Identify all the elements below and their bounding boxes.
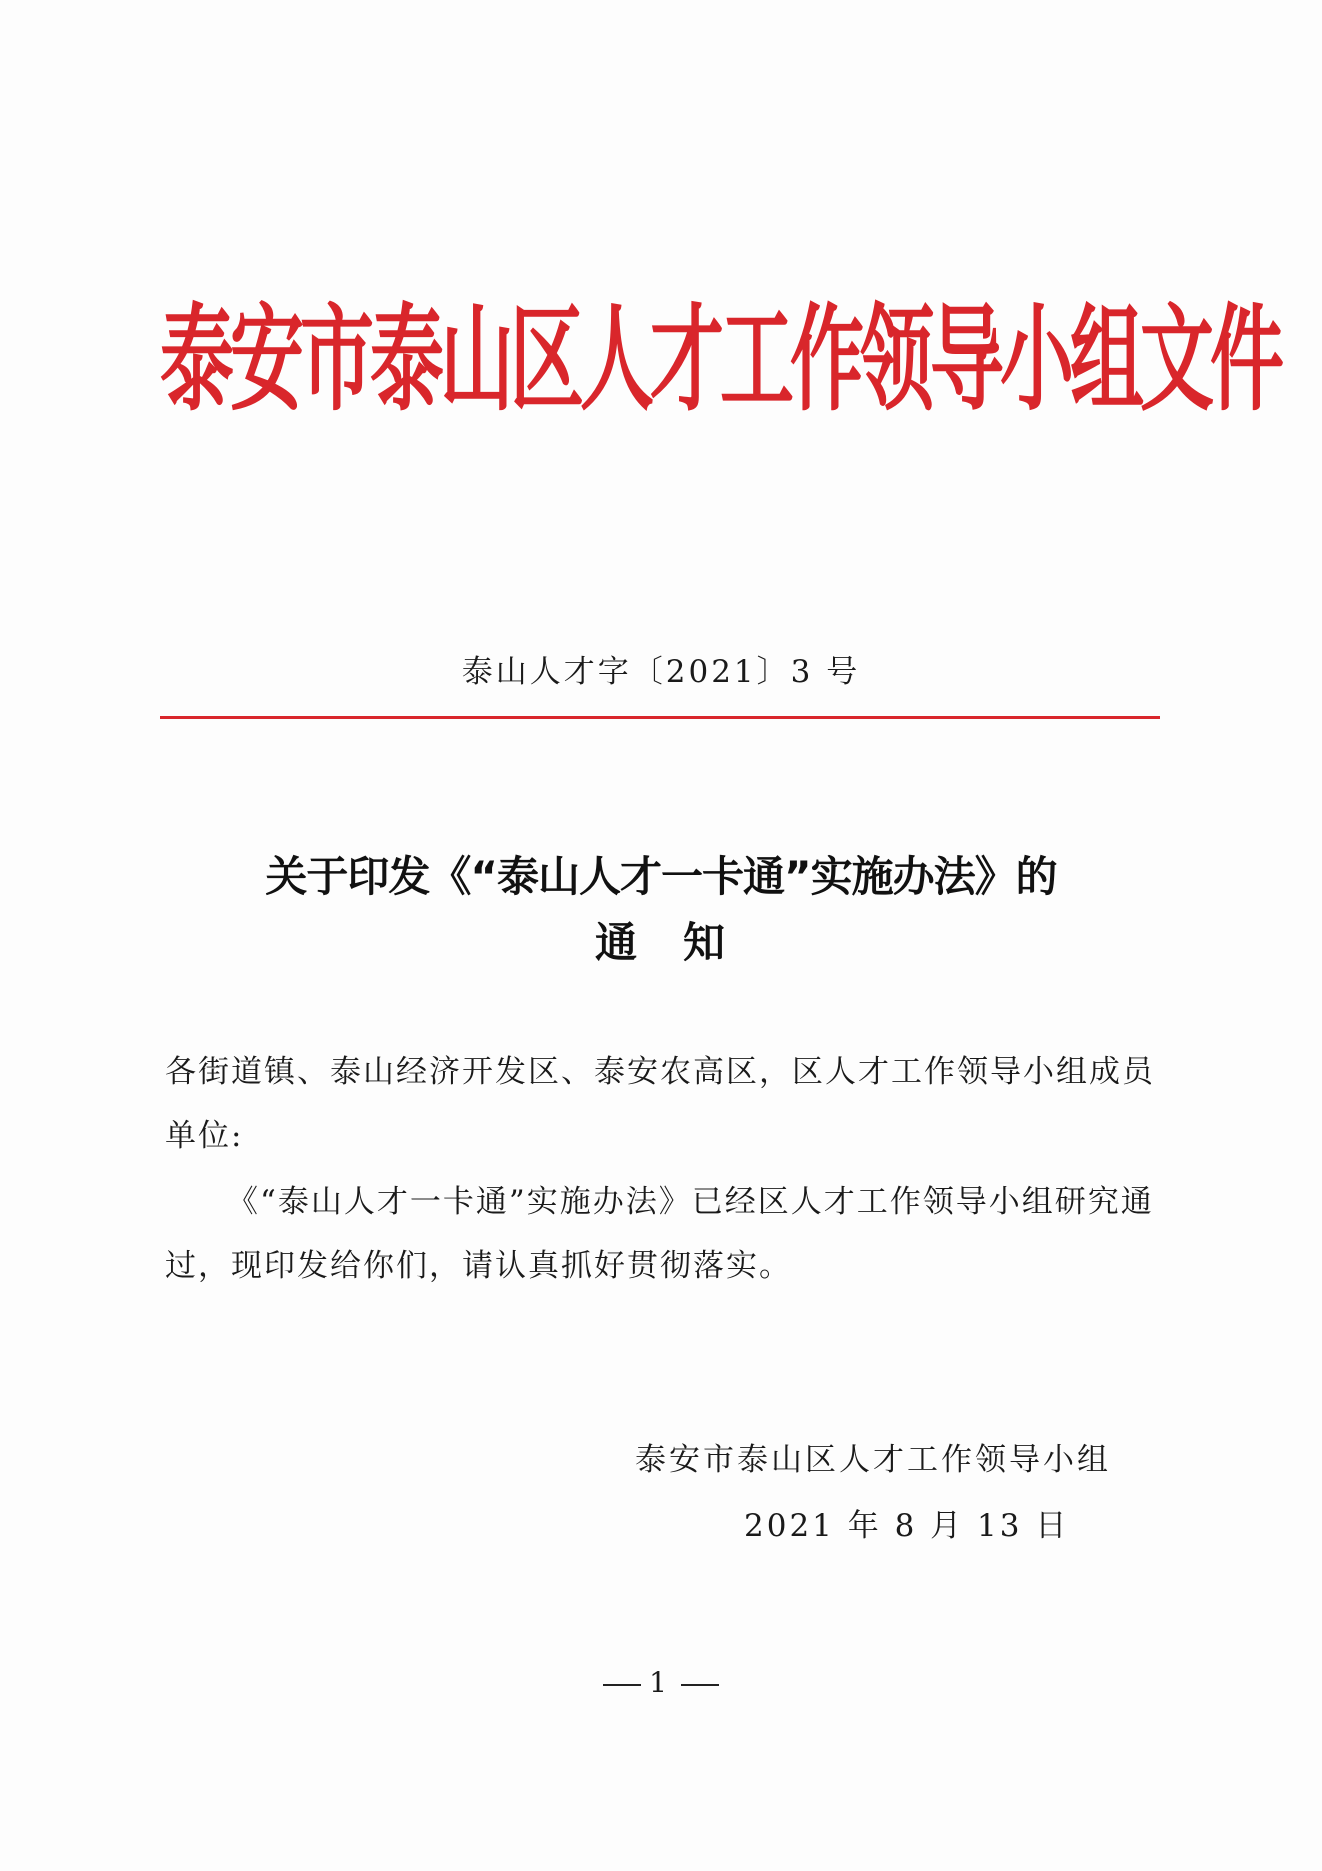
document-header-title: 泰安市泰山区人才工作领导小组文件 [160,293,1280,427]
body-paragraph: 《“泰山人才一卡通”实施办法》已经区人才工作领导小组研究通过，现印发给你们，请认真抓好贯彻落实。 [165,1184,1154,1284]
signature-date: 2021 年 8 月 13 日 [744,1508,1070,1544]
notice-title-line1: 关于印发《“泰山人才一卡通”实施办法》的 [265,852,1057,901]
page-number [0,1666,1322,1699]
page-number-dash-left [603,1684,641,1686]
notice-title-line2: 通 知 [594,918,727,967]
signature-organization: 泰安市泰山区人才工作领导小组 [635,1442,1111,1478]
document-number: 泰山人才字〔2021〕3 号 [461,654,861,690]
page-number-dash-right [681,1684,719,1686]
red-separator-line [160,716,1160,719]
page-number-value: 1 [649,1666,673,1699]
recipient-line: 各街道镇、泰山经济开发区、泰安农高区，区人才工作领导小组成员单位: [165,1054,1155,1154]
